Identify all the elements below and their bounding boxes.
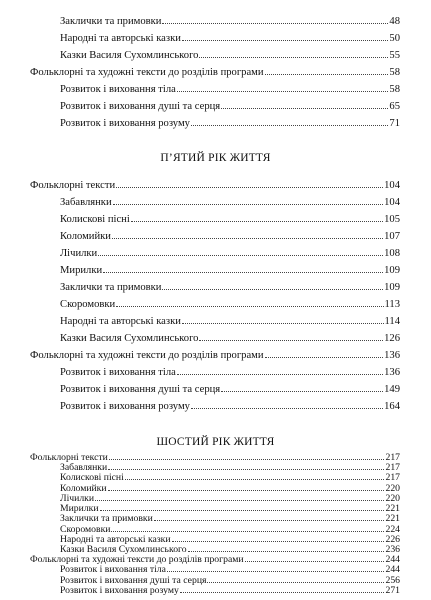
section-heading: П’ЯТИЙ РІК ЖИТТЯ (160, 152, 271, 164)
dot-leader (182, 323, 384, 324)
toc-entry[interactable] (60, 279, 400, 296)
toc-entry-page: 220 (385, 482, 400, 494)
toc-entry-page: 105 (384, 214, 400, 225)
toc-entry-page: 244 (385, 564, 400, 576)
toc-entry-page: 113 (384, 299, 400, 310)
toc-entry-label: Коломийки (60, 231, 111, 242)
dot-leader (112, 238, 383, 239)
toc-entry-page: 224 (385, 523, 400, 535)
toc-entry-page: 108 (384, 248, 400, 259)
toc-entry-page: 217 (385, 452, 400, 463)
toc-entry-label: Лічилки (60, 248, 98, 259)
dot-leader (265, 74, 389, 75)
toc-entry[interactable] (30, 347, 400, 364)
toc-entry-page: 107 (384, 231, 400, 242)
toc-entry-label: Розвиток і виховання душі та серця (60, 574, 207, 586)
toc-entry-label: Казки Василя Сухомлинського (60, 333, 199, 344)
toc-entry-page: 226 (385, 533, 400, 545)
toc-entry-label: Розвиток і виховання розуму (60, 584, 179, 596)
toc-entry-label: Заклички та примовки (60, 282, 162, 293)
toc-entry[interactable] (60, 30, 400, 47)
toc-entry-label: Казки Василя Сухомлинського (60, 50, 199, 61)
toc-entry-label: Колискові пісні (60, 214, 130, 225)
toc-entry-label: Розвиток і виховання розуму (60, 401, 190, 412)
dot-leader (98, 255, 383, 256)
toc-entry-label: Мирилки (60, 265, 103, 276)
toc-entry-page: 220 (385, 492, 400, 504)
toc-entry[interactable] (60, 514, 400, 524)
toc-entry-label: Розвиток і виховання душі та серця (60, 384, 221, 395)
toc-entry[interactable] (60, 330, 400, 347)
toc-entry-label: Народні та авторські казки (60, 33, 181, 44)
toc-entry[interactable] (60, 494, 400, 504)
dot-leader (167, 571, 385, 572)
toc-entry-page: 126 (384, 333, 400, 344)
toc-entry-page: 58 (389, 84, 400, 95)
dot-leader (108, 469, 384, 470)
dot-leader (180, 592, 385, 593)
toc-entry-page: 136 (384, 350, 400, 361)
toc-entry-page: 71 (389, 118, 400, 129)
dot-leader (207, 582, 384, 583)
toc-entry-label: Народні та авторські казки (60, 533, 171, 545)
toc-entry-label: Народні та авторські казки (60, 316, 181, 327)
toc-entry-page: 164 (384, 401, 400, 412)
dot-leader (199, 57, 388, 58)
toc-entry-label: Фольклорні тексти (30, 452, 108, 463)
dot-leader (199, 340, 383, 341)
toc-entry-page: 58 (389, 67, 400, 78)
toc-entry-page: 217 (385, 462, 400, 474)
toc-entry[interactable] (60, 13, 400, 30)
toc-entry-label: Лічилки (60, 492, 95, 504)
toc-entry[interactable] (30, 177, 400, 194)
toc-entry[interactable] (60, 381, 400, 398)
dot-leader (95, 500, 384, 501)
toc-entry[interactable] (60, 296, 400, 313)
toc-entry-label: Колискові пісні (60, 472, 124, 484)
toc-entry-page: 271 (385, 584, 400, 596)
toc-entry-page: 221 (385, 503, 400, 515)
toc-entry[interactable] (60, 98, 400, 115)
toc-entry-label: Розвиток і виховання тіла (60, 84, 176, 95)
dot-leader (177, 91, 389, 92)
toc-entry[interactable] (60, 262, 400, 279)
toc-entry-label: Заклички та примовки (60, 513, 153, 525)
toc-entry-page: 109 (384, 282, 400, 293)
toc-entry-page: 104 (384, 197, 400, 208)
toc-entry-page: 50 (389, 33, 400, 44)
dot-leader (111, 531, 384, 532)
toc-entry-label: Казки Василя Сухомлинського (60, 543, 187, 555)
toc-entry-label: Забавлянки (60, 462, 108, 474)
toc-entry[interactable] (60, 473, 400, 483)
dot-leader (125, 479, 385, 480)
dot-leader (116, 306, 383, 307)
toc-entry-page: 149 (384, 384, 400, 395)
toc-entry-label: Розвиток і виховання тіла (60, 367, 176, 378)
toc-entry[interactable] (60, 586, 400, 596)
toc-entry[interactable] (60, 81, 400, 98)
dot-leader (182, 40, 389, 41)
toc-entry-label: Заклички та примовки (60, 16, 162, 27)
toc-entry-label: Фольклорні тексти (30, 180, 116, 191)
dot-leader (131, 221, 383, 222)
dot-leader (162, 289, 383, 290)
toc-entry[interactable] (60, 47, 400, 64)
toc-entry-page: 114 (384, 316, 400, 327)
toc-entry[interactable] (60, 245, 400, 262)
toc-entry-label: Мирилки (60, 503, 99, 515)
toc-entry-label: Фольклорні та художні тексти до розділів програми (30, 67, 264, 78)
toc-entry[interactable] (60, 398, 400, 415)
toc-entry-page: 236 (385, 543, 400, 555)
toc-entry-label: Скоромовки (60, 523, 111, 535)
dot-leader (116, 187, 383, 188)
toc-entry[interactable] (60, 211, 400, 228)
toc-entry-label: Забавлянки (60, 197, 112, 208)
toc-entry-page: 136 (384, 367, 400, 378)
toc-entry-page: 109 (384, 265, 400, 276)
toc-entry-label: Розвиток і виховання розуму (60, 118, 190, 129)
dot-leader (191, 125, 388, 126)
dot-leader (245, 561, 385, 562)
dot-leader (154, 520, 385, 521)
toc-entry[interactable] (60, 228, 400, 245)
toc-entry-page: 48 (389, 16, 400, 27)
dot-leader (188, 551, 385, 552)
toc-entry-page: 55 (389, 50, 400, 61)
toc-entry[interactable] (60, 115, 400, 132)
dot-leader (100, 510, 385, 511)
dot-leader (265, 357, 384, 358)
dot-leader (162, 23, 388, 24)
dot-leader (108, 490, 385, 491)
toc-entry-label: Фольклорні та художні тексти до розділів програми (30, 554, 244, 566)
dot-leader (103, 272, 383, 273)
toc-entry-page: 65 (389, 101, 400, 112)
dot-leader (172, 541, 385, 542)
dot-leader (221, 391, 383, 392)
toc-entry-label: Розвиток і виховання тіла (60, 564, 166, 576)
dot-leader (113, 204, 384, 205)
dot-leader (177, 374, 383, 375)
toc-entry[interactable] (60, 194, 400, 211)
section-heading: ШОСТИЙ РІК ЖИТТЯ (156, 436, 275, 448)
toc-entry-page: 244 (385, 554, 400, 566)
toc-entry[interactable] (60, 364, 400, 381)
dot-leader (109, 459, 385, 460)
toc-entry[interactable] (60, 484, 400, 494)
toc-entry[interactable] (30, 64, 400, 81)
toc-entry-page: 104 (384, 180, 400, 191)
toc-entry[interactable] (60, 313, 400, 330)
dot-leader (191, 408, 383, 409)
toc-entry-label: Фольклорні та художні тексти до розділів програми (30, 350, 264, 361)
toc-entry-label: Скоромовки (60, 299, 116, 310)
toc-entry-page: 217 (385, 472, 400, 484)
toc-entry-page: 256 (385, 574, 400, 586)
dot-leader (221, 108, 388, 109)
toc-entry-page: 221 (385, 513, 400, 525)
toc-entry-label: Розвиток і виховання душі та серця (60, 101, 221, 112)
toc-entry-label: Коломийки (60, 482, 107, 494)
